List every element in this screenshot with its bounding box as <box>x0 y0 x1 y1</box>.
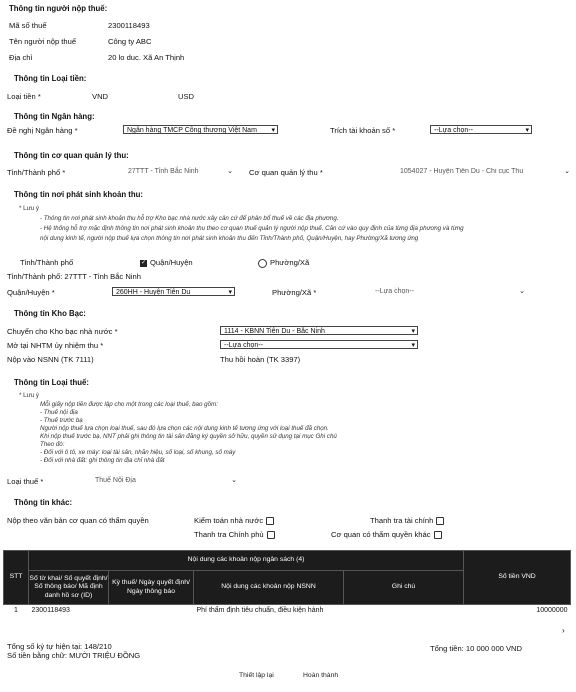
col-content-header: Nội dung các khoản nộp NSNN <box>194 571 344 605</box>
chevron-down-icon: ⌄ <box>227 168 233 175</box>
pay-nsnn-option[interactable]: Nộp vào NSNN (TK 7111) <box>7 355 94 364</box>
chevron-down-icon: ⌄ <box>231 477 237 484</box>
complete-button[interactable]: Hoàn thành <box>303 672 339 679</box>
taxtype-note-line: - Đối với ô tô, xe máy: loại tài sản, nhãn hiệu, số loại, số khung, số máy <box>40 449 236 456</box>
taxtype-note-line: - Thuế nội địa <box>40 409 78 416</box>
col-amount-header: Số tiền VND <box>464 551 571 605</box>
authority-agency-label: Cơ quan quản lý thu * <box>249 168 323 177</box>
checkbox-icon <box>434 531 442 539</box>
table-row <box>4 605 571 618</box>
col-note-header: Ghi chú <box>344 571 464 605</box>
treasury-open-at-label: Mở tại NHTM ủy nhiệm thu * <box>7 341 104 350</box>
taxtype-select[interactable]: Thuế Nội Địa ⌄ <box>95 477 237 484</box>
origin-note-line: - Hệ thống hỗ trợ mặc định thông tin nơi phát sinh khoản thu theo cơ quan thuế quản lý người nộp thuế. Căn cứ vào quy định của từng địa phương và từng <box>40 225 464 232</box>
row-stt: 1 <box>14 607 18 614</box>
row-content[interactable]: Phí thẩm định tiêu chuẩn, điều kiện hành <box>196 607 324 614</box>
chevron-down-icon: ⌄ <box>564 168 570 175</box>
payment-items-table <box>3 550 571 617</box>
gov-inspect-checkbox[interactable]: Thanh tra Chính phủ <box>194 530 275 539</box>
chevron-down-icon: ▾ <box>411 342 415 349</box>
tax-code-value: 2300118493 <box>108 21 150 30</box>
checkbox-checked-icon: ✓ <box>140 259 147 266</box>
row-decl[interactable]: 2300118493 <box>31 607 70 614</box>
taxtype-note-line: - Đối với nhà đất: ghi thông tin địa chỉ nhà đất <box>40 457 165 464</box>
address-label: Địa chỉ <box>9 53 33 62</box>
origin-ward-select[interactable]: --Lựa chọn-- ⌄ <box>375 288 525 295</box>
origin-heading: Thông tin nơi phát sinh khoản thu: <box>14 190 143 199</box>
treasury-open-at-select[interactable]: --Lựa chọn-- ▾ <box>220 340 418 349</box>
treasury-transfer-label: Chuyển cho Kho bạc nhà nước * <box>7 327 118 336</box>
reset-button[interactable]: Thiết lập lại <box>239 672 274 679</box>
group-header: Nội dung các khoản nộp ngân sách (4) <box>29 551 464 571</box>
char-count: Tổng số ký tự hiện tại: 148/210 <box>7 642 112 651</box>
audit-checkbox[interactable]: Kiểm toán nhà nước <box>194 516 274 525</box>
taxpayer-name-label: Tên người nộp thuế <box>9 37 77 46</box>
chevron-down-icon: ▾ <box>271 127 275 134</box>
chevron-down-icon: ▾ <box>228 289 232 296</box>
bank-request-label: Đề nghị Ngân hàng * <box>7 126 78 135</box>
other-heading: Thông tin khác: <box>14 498 73 507</box>
authority-province-label: Tỉnh/Thành phố * <box>7 168 66 177</box>
amount-in-words: Số tiền bằng chữ: MƯỜI TRIỆU ĐỒNG <box>7 651 141 660</box>
taxtype-heading: Thông tin Loại thuế: <box>14 378 89 387</box>
taxpayer-heading: Thông tin người nộp thuế: <box>9 4 108 13</box>
treasury-heading: Thông tin Kho Bạc: <box>14 309 86 318</box>
taxtype-note-line: Mỗi giấy nộp tiền được lập cho một trong các loại thuế, bao gồm: <box>40 401 218 408</box>
currency-option-usd[interactable]: USD <box>178 92 195 101</box>
competent-checkbox[interactable]: Cơ quan có thẩm quyền khác <box>331 530 442 539</box>
checkbox-icon <box>266 517 274 525</box>
bank-heading: Thông tin Ngân hàng: <box>14 112 95 121</box>
authority-province-select[interactable]: 27TTT - Tỉnh Bắc Ninh ⌄ <box>128 168 233 175</box>
debit-account-label: Trích tài khoản số * <box>330 126 396 135</box>
taxtype-note-line: Khi nộp thuế trước bạ, NNT phải ghi thông tin tài sản đăng ký quyền sở hữu, quyền sử dụng tại mục Ghi chú <box>40 433 337 440</box>
address-value: 20 lo duc. Xã An Thịnh <box>108 53 185 62</box>
col-stt-header: STT <box>4 551 29 605</box>
checkbox-icon <box>267 531 275 539</box>
origin-ward-label: Phường/Xã * <box>272 288 317 297</box>
taxpayer-name-value: Công ty ABC <box>108 37 152 46</box>
chevron-down-icon: ▾ <box>525 127 529 134</box>
taxtype-note-line: Người nộp thuế lựa chọn loại thuế, sau đó lựa chọn các nội dung kinh tế tương ứng với loại thuế đã chọn. <box>40 425 329 432</box>
finance-inspect-checkbox[interactable]: Thanh tra tài chính <box>370 516 444 525</box>
total-amount: Tổng tiền: 10 000 000 VND <box>430 644 523 653</box>
authority-heading: Thông tin cơ quan quản lý thu: <box>14 151 129 160</box>
row-note[interactable] <box>344 605 464 618</box>
origin-note-line: nội dung kinh tế, người nộp thuế lựa chọn thông tin nơi phát sinh khoản thu đến Tỉnh/Thành phố, Quận/Huyện, hay Phường/Xã tương ứng <box>40 235 419 242</box>
taxtype-note-title: * Lưu ý <box>19 392 39 399</box>
scroll-right-icon[interactable]: › <box>562 626 565 635</box>
checkbox-icon <box>436 517 444 525</box>
debit-account-select[interactable]: --Lựa chọn-- ▾ <box>430 125 532 134</box>
currency-heading: Thông tin Loại tiền: <box>14 74 87 83</box>
radio-province[interactable]: Tỉnh/Thành phố <box>20 258 74 267</box>
radio-district[interactable]: ✓ Quận/Huyện <box>140 258 193 267</box>
taxtype-label: Loại thuế * <box>7 477 44 486</box>
origin-note-line: - Thông tin nơi phát sinh khoản thu hỗ trợ Kho bạc nhà nước xây cân cứ để phân bổ thuế về các địa phương. <box>40 215 339 222</box>
row-period[interactable] <box>109 605 194 618</box>
row-amount[interactable]: 10000000 <box>536 607 568 614</box>
origin-province-line: Tỉnh/Thành phố: 27TTT - Tỉnh Bắc Ninh <box>7 272 141 281</box>
col-period-header: Kỳ thuế/ Ngày quyết định/ Ngày thông báo <box>109 571 194 605</box>
radio-ward[interactable]: Phường/Xã <box>258 258 309 268</box>
treasury-transfer-select[interactable]: 1114 - KBNN Tiên Du - Bắc Ninh ▾ <box>220 326 418 335</box>
bank-request-select[interactable]: Ngân hàng TMCP Công thương Việt Nam ▾ <box>123 125 278 134</box>
origin-district-select[interactable]: 260HH - Huyện Tiên Du ▾ <box>112 287 235 296</box>
origin-district-label: Quận/Huyện * <box>7 288 55 297</box>
chevron-down-icon: ▾ <box>411 328 415 335</box>
origin-note-title: * Lưu ý <box>19 205 39 212</box>
tax-code-label: Mã số thuế <box>9 21 47 30</box>
radio-empty-icon <box>258 259 267 268</box>
authority-agency-select[interactable]: 1054027 - Huyện Tiên Du - Chi cục Thu ⌄ <box>400 168 570 175</box>
chevron-down-icon: ⌄ <box>519 288 525 295</box>
currency-label: Loại tiền * <box>7 92 41 101</box>
taxtype-note-line: Theo đó: <box>40 441 65 448</box>
refund-option[interactable]: Thu hồi hoàn (TK 3397) <box>220 355 301 364</box>
taxtype-note-line: - Thuế trước bạ <box>40 417 83 424</box>
col-decl-header: Số tờ khai/ Số quyết định/ Số thông báo/ Mã định danh hồ sơ (ID) <box>29 571 109 605</box>
other-label: Nộp theo văn bản cơ quan có thẩm quyền <box>7 516 149 525</box>
currency-option-vnd[interactable]: VND <box>92 92 109 101</box>
